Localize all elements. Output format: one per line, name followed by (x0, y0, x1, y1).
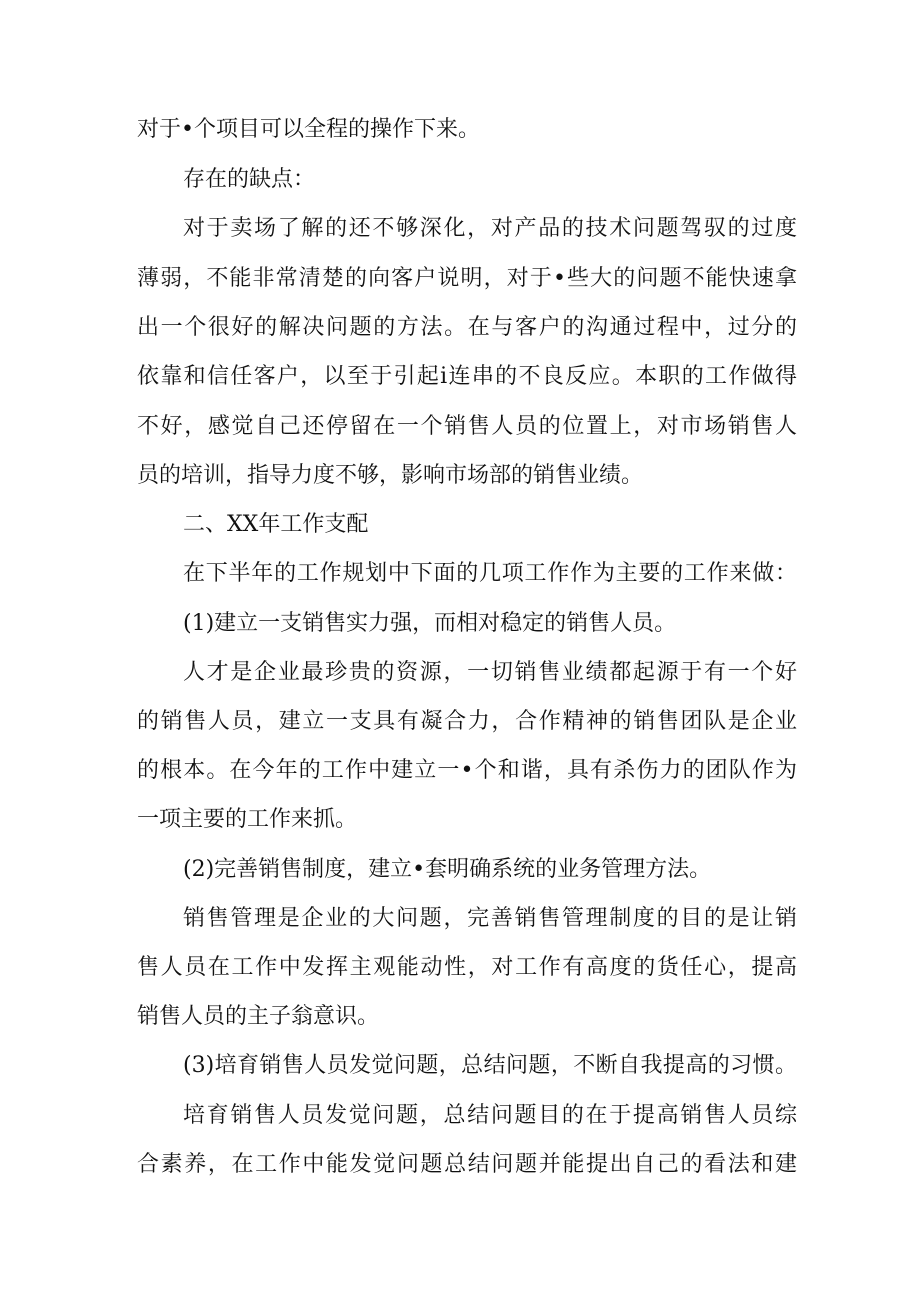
text-line: 人才是企业最珍贵的资源，一切销售业绩都起源于有一个好 (183, 660, 797, 685)
text-line: 合素养，在工作中能发觉问题总结问题并能提出自己的看法和建 (137, 1152, 797, 1177)
text-line: 对于•个项目可以全程的操作下来。 (137, 117, 480, 142)
text-line: 培育销售人员发觉问题，总结问题目的在于提高销售人员综 (183, 1103, 797, 1128)
text-line: 依靠和信任客户，以至于引起i连串的不良反应。本职的工作做得 (137, 364, 797, 389)
text-line: 存在的缺点： (183, 167, 316, 192)
list-item-heading: (3)培育销售人员发觉问题，总结问题，不断自我提高的习惯。 (183, 1053, 797, 1078)
text-line: 一项主要的工作来抓。 (137, 807, 358, 832)
text-line: 员的培训，指导力度不够，影响市场部的销售业绩。 (137, 463, 644, 488)
text-line: 销售人员的主子翁意识。 (137, 1004, 380, 1029)
list-item-heading: (1)建立一支销售实力强，而相对稳定的销售人员。 (183, 611, 677, 636)
text-line: 薄弱，不能非常清楚的向客户说明，对于•些大的问题不能快速拿 (137, 266, 797, 291)
text-line: 售人员在工作中发挥主观能动性，对工作有高度的货任心，提高 (137, 955, 797, 980)
text-line: 在下半年的工作规划中下面的几项工作作为主要的工作来做： (183, 561, 797, 586)
list-item-heading: (2)完善销售制度，建立•套明确系统的业务管理方法。 (183, 857, 712, 882)
text-line: 对于卖场了解的还不够深化，对产品的技术问题驾驭的过度 (183, 216, 797, 241)
text-line: 不好，感觉自己还停留在一个销售人员的位置上，对市场销售人 (137, 414, 797, 439)
text-line: 的根本。在今年的工作中建立一•个和谐，具有杀伤力的团队作为 (137, 758, 797, 783)
text-line: 的销售人员，建立一支具有凝合力，合作精神的销售团队是企业 (137, 709, 797, 734)
text-line: 销售管理是企业的大问题，完善销售管理制度的目的是让销 (183, 906, 797, 931)
text-line: 出一个很好的解决问题的方法。在与客户的沟通过程中，过分的 (137, 315, 797, 340)
section-heading: 二、XX年工作支配 (183, 512, 369, 537)
